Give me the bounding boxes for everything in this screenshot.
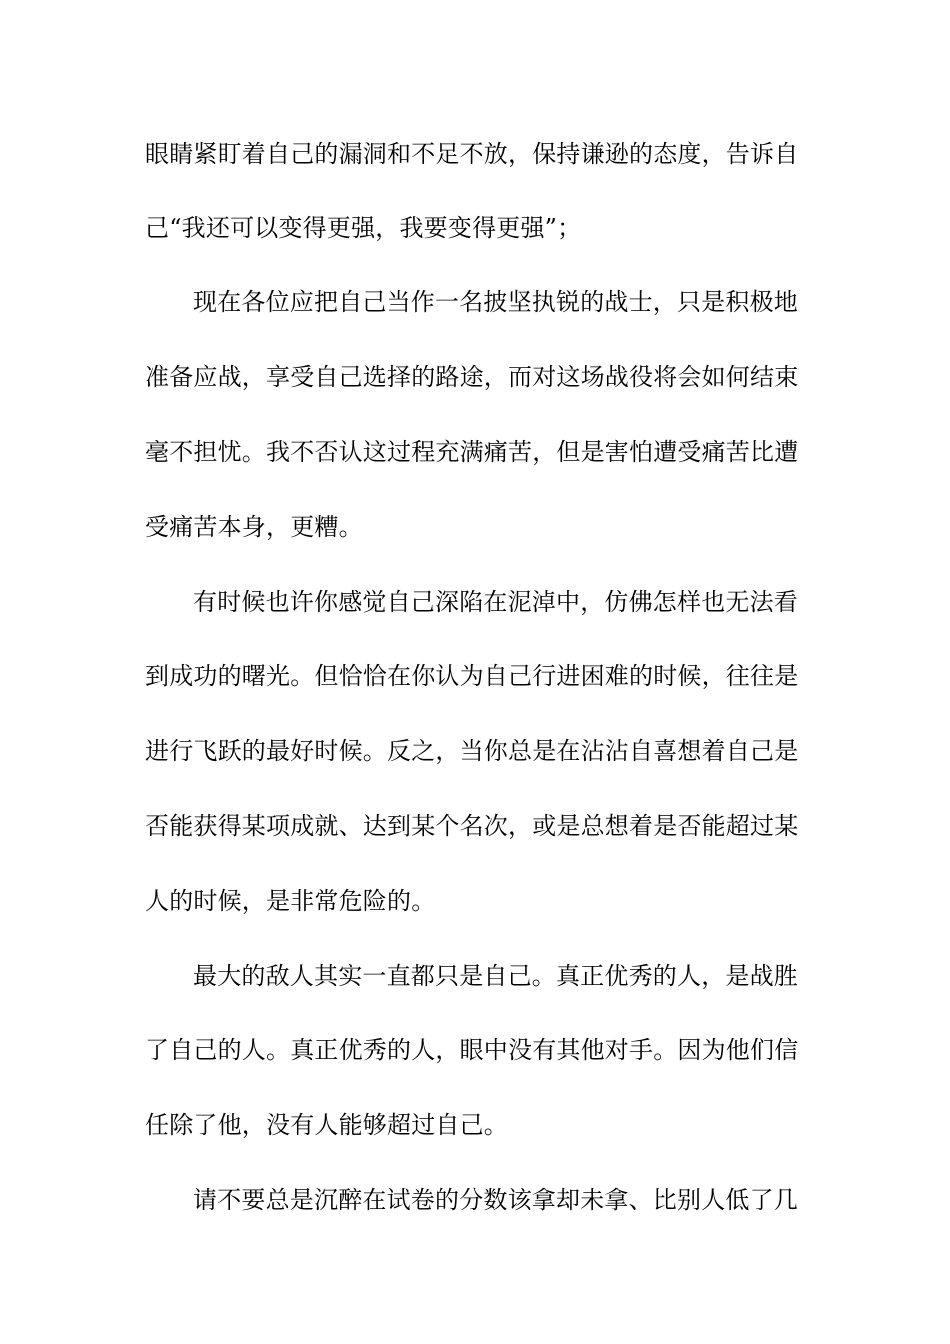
text-line: 到成功的曙光。但恰恰在你认为自己行进困难的时候，往往是: [145, 662, 799, 690]
paragraph-start-line: 现在各位应把自己当作一名披坚执锐的战士，只是积极地: [193, 288, 798, 316]
text-line: 己“我还可以变得更强，我要变得更强”；: [145, 214, 582, 242]
text-line: 受痛苦本身，更糟。: [145, 513, 363, 541]
text-line: 眼睛紧盯着自己的漏洞和不足不放，保持谦逊的态度，告诉自: [145, 140, 799, 168]
paragraph-start-line: 最大的敌人其实一直都只是自己。真正优秀的人，是战胜: [193, 962, 798, 990]
text-line: 进行飞跃的最好时候。反之，当你总是在沾沾自喜想着自己是: [145, 737, 799, 765]
text-line: 毫不担忧。我不否认这过程充满痛苦，但是害怕遭受痛苦比遭: [145, 438, 799, 466]
text-line: 任除了他，没有人能够超过自己。: [145, 1111, 508, 1139]
paragraph-start-line: 请不要总是沉醉在试卷的分数该拿却未拿、比别人低了几: [193, 1186, 798, 1214]
text-line: 人的时候，是非常危险的。: [145, 887, 436, 915]
text-line: 准备应战，享受自己选择的路途，而对这场战役将会如何结束: [145, 363, 799, 391]
text-line: 了自己的人。真正优秀的人，眼中没有其他对手。因为他们信: [145, 1036, 799, 1064]
text-line: 否能获得某项成就、达到某个名次，或是总想着是否能超过某: [145, 812, 799, 840]
paragraph-start-line: 有时候也许你感觉自己深陷在泥淖中，仿佛怎样也无法看: [193, 588, 798, 616]
